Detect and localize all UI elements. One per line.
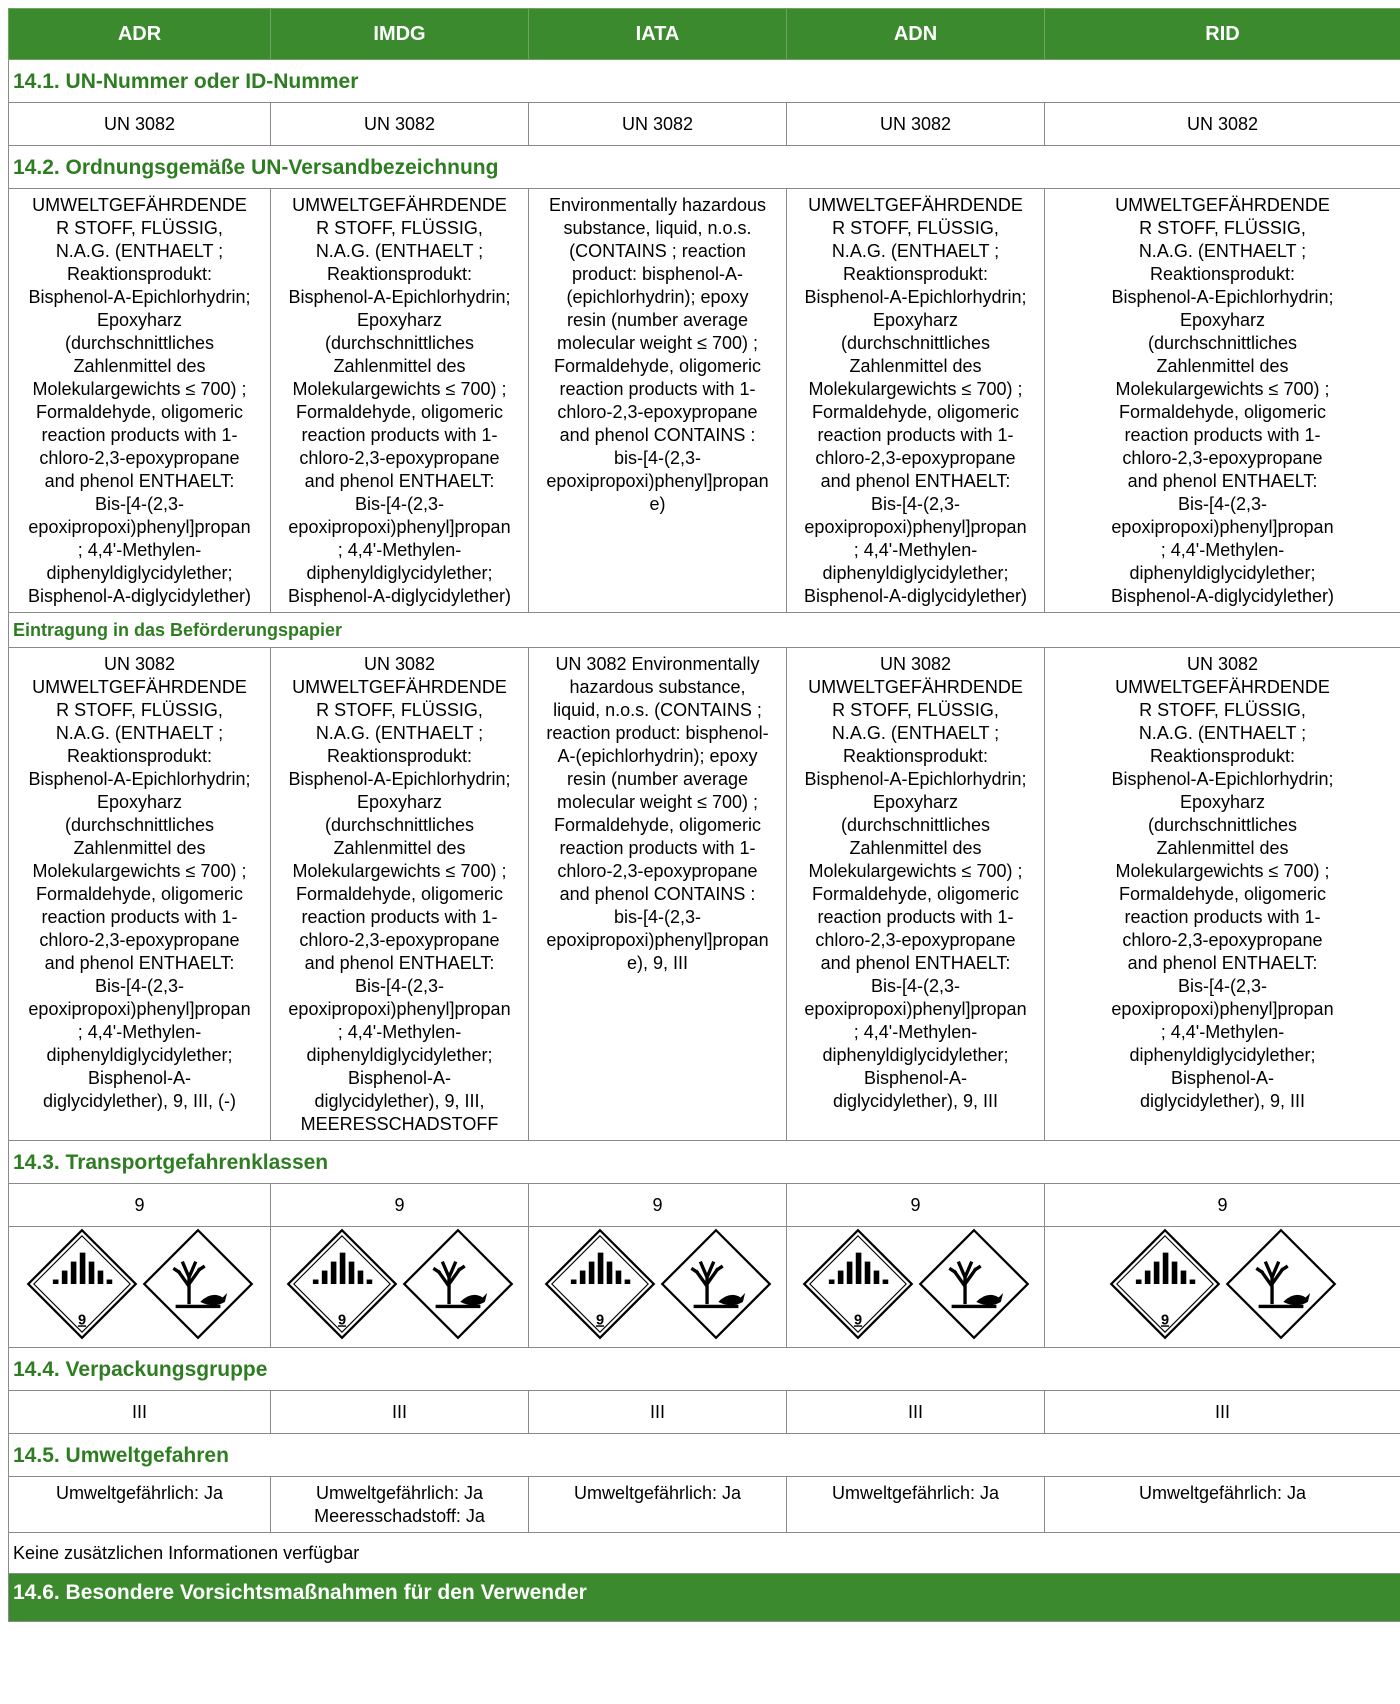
text-line: Molekulargewichts ≤ 700) ; <box>1115 861 1330 881</box>
un-number-row <box>9 103 1400 146</box>
text-line: Bisphenol-A-diglycidylether) <box>27 586 252 606</box>
text-line: diglycidylether), 9, III <box>832 1091 999 1111</box>
text-line: Formaldehyde, oligomeric <box>35 402 244 422</box>
text-line: N.A.G. (ENTHAELT ; <box>55 723 224 743</box>
info-note: Keine zusätzlichen Informationen verfügbar <box>9 1533 1400 1574</box>
text-line: Zahlenmittel des <box>73 356 206 376</box>
text-line: Bis-[4-(2,3- <box>94 494 184 514</box>
text-line: diglycidylether), 9, III, (-) <box>42 1091 237 1111</box>
text-line: Bisphenol-A-Epichlorhydrin; <box>28 769 251 789</box>
text-line: A-(epichlorhydrin); epoxy <box>557 746 758 766</box>
text-line: resin (number average <box>566 310 749 330</box>
text-line: chloro-2,3-epoxypropane <box>557 402 758 422</box>
text-line: reaction products with 1- <box>817 907 1014 927</box>
text-line: Zahlenmittel des <box>849 838 982 858</box>
section-title: 14.3. Transportgefahrenklassen <box>9 1141 1400 1184</box>
text-line: epoxipropoxi)phenyl]propan <box>546 930 769 950</box>
text-line: e), 9, III <box>626 953 689 973</box>
text-line: chloro-2,3-epoxypropane <box>299 930 500 950</box>
text-line: epoxipropoxi)phenyl]propan <box>1111 999 1334 1019</box>
text-line: (durchschnittliches <box>324 333 475 353</box>
text-line: Reaktionsprodukt: <box>842 264 989 284</box>
placard-cell <box>529 1227 787 1348</box>
column-header: RID <box>1045 9 1400 60</box>
text-line: chloro-2,3-epoxypropane <box>557 861 758 881</box>
text-line: Epoxyharz <box>96 310 183 330</box>
table-cell: 9 <box>1045 1184 1400 1227</box>
table-cell <box>271 1477 529 1533</box>
text-line: UN 3082 <box>363 654 436 674</box>
table-cell <box>9 189 271 613</box>
section-title: 14.2. Ordnungsgemäße UN-Versandbezeichnung <box>9 146 1400 189</box>
text-line: Bisphenol-A-diglycidylether) <box>1110 586 1335 606</box>
placard-cell <box>9 1227 271 1348</box>
table-cell: UN 3082 <box>1045 103 1400 146</box>
text-line: N.A.G. (ENTHAELT ; <box>831 723 1000 743</box>
text-line: ; 4,4'-Methylen- <box>1160 1022 1285 1042</box>
text-line: Zahlenmittel des <box>333 356 466 376</box>
text-line: epoxipropoxi)phenyl]propan <box>804 517 1027 537</box>
text-line: Environmentally hazardous <box>548 195 767 215</box>
environmental-hazard-icon <box>1225 1228 1337 1340</box>
text-line: Molekulargewichts ≤ 700) ; <box>292 861 507 881</box>
placard-cell <box>271 1227 529 1348</box>
text-line: Epoxyharz <box>96 792 183 812</box>
text-line: UMWELTGEFÄHRDENDE <box>292 677 507 697</box>
text-line: chloro-2,3-epoxypropane <box>1122 930 1323 950</box>
text-line: resin (number average <box>566 769 749 789</box>
text-line: N.A.G. (ENTHAELT ; <box>1138 723 1307 743</box>
text-line: Umweltgefährlich: Ja <box>315 1483 484 1503</box>
table-cell <box>9 1477 271 1533</box>
text-line: chloro-2,3-epoxypropane <box>815 448 1016 468</box>
text-line: Epoxyharz <box>356 792 443 812</box>
text-line: (durchschnittliches <box>64 815 215 835</box>
svg-text:9: 9 <box>1160 1312 1169 1329</box>
text-line: Epoxyharz <box>356 310 443 330</box>
text-line: and phenol ENTHAELT: <box>820 471 1011 491</box>
text-line: UMWELTGEFÄHRDENDE <box>1115 677 1330 697</box>
text-line: Bisphenol-A- <box>1170 1068 1275 1088</box>
text-line: (durchschnittliches <box>1147 333 1298 353</box>
svg-text:9: 9 <box>337 1312 346 1329</box>
text-line: liquid, n.o.s. (CONTAINS ; <box>553 700 762 720</box>
text-line: epoxipropoxi)phenyl]propan <box>288 517 511 537</box>
text-line: (durchschnittliches <box>840 333 991 353</box>
text-line: Epoxyharz <box>1179 792 1266 812</box>
text-line: diphenyldiglycidylether; <box>306 1045 493 1065</box>
svg-text:9: 9 <box>853 1312 862 1329</box>
text-line: Zahlenmittel des <box>1156 356 1289 376</box>
text-line: reaction product: bisphenol- <box>546 723 769 743</box>
text-line: UMWELTGEFÄHRDENDE <box>1115 195 1330 215</box>
class-9-placard-icon <box>26 1228 138 1340</box>
text-line: ; 4,4'-Methylen- <box>853 540 978 560</box>
text-line: UN 3082 <box>103 654 176 674</box>
table-cell: UN 3082 <box>787 103 1045 146</box>
table-cell: UN 3082 <box>271 103 529 146</box>
text-line: Umweltgefährlich: Ja <box>831 1483 1000 1503</box>
section-special-precautions <box>9 1574 1400 1622</box>
text-line: Reaktionsprodukt: <box>326 746 473 766</box>
text-line: reaction products with 1- <box>301 425 498 445</box>
text-line: e) <box>649 494 666 514</box>
text-line: epoxipropoxi)phenyl]propan <box>804 999 1027 1019</box>
text-line: chloro-2,3-epoxypropane <box>815 930 1016 950</box>
table-cell <box>9 648 271 1141</box>
text-line: diglycidylether), 9, III <box>1139 1091 1306 1111</box>
text-line: ; 4,4'-Methylen- <box>853 1022 978 1042</box>
section-title: 14.5. Umweltgefahren <box>9 1434 1400 1477</box>
table-cell: III <box>529 1391 787 1434</box>
text-line: hazardous substance, <box>569 677 746 697</box>
table-cell: III <box>271 1391 529 1434</box>
text-line: N.A.G. (ENTHAELT ; <box>831 241 1000 261</box>
text-line: diphenyldiglycidylether; <box>1129 563 1316 583</box>
text-line: diphenyldiglycidylether; <box>1129 1045 1316 1065</box>
text-line: Bisphenol-A-diglycidylether) <box>287 586 512 606</box>
shipping-name-row <box>9 189 1400 613</box>
table-cell <box>529 648 787 1141</box>
placard-group <box>544 1228 772 1340</box>
text-line: Bisphenol-A-Epichlorhydrin; <box>804 769 1027 789</box>
text-line: UMWELTGEFÄHRDENDE <box>292 195 507 215</box>
text-line: epoxipropoxi)phenyl]propan <box>1111 517 1334 537</box>
section-un-number <box>9 60 1400 103</box>
text-line: and phenol ENTHAELT: <box>44 471 235 491</box>
text-line: Bis-[4-(2,3- <box>870 976 960 996</box>
hazard-class-row <box>9 1184 1400 1227</box>
text-line: R STOFF, FLÜSSIG, <box>1139 218 1306 238</box>
environmental-hazard-icon <box>660 1228 772 1340</box>
text-line: ; 4,4'-Methylen- <box>77 1022 202 1042</box>
table-cell: III <box>9 1391 271 1434</box>
text-line: Molekulargewichts ≤ 700) ; <box>808 861 1023 881</box>
text-line: Formaldehyde, oligomeric <box>553 815 762 835</box>
text-line: and phenol CONTAINS : <box>559 884 756 904</box>
text-line: Bisphenol-A-Epichlorhydrin; <box>288 769 511 789</box>
table-cell: 9 <box>787 1184 1045 1227</box>
text-line: Formaldehyde, oligomeric <box>35 884 244 904</box>
text-line: molecular weight ≤ 700) ; <box>557 333 758 353</box>
svg-text:9: 9 <box>595 1312 604 1329</box>
placard-group <box>802 1228 1030 1340</box>
text-line: Umweltgefährlich: Ja <box>1138 1483 1307 1503</box>
placard-cell <box>1045 1227 1400 1348</box>
text-line: Reaktionsprodukt: <box>326 264 473 284</box>
text-line: reaction products with 1- <box>41 907 238 927</box>
text-line: reaction products with 1- <box>301 907 498 927</box>
table-cell: III <box>787 1391 1045 1434</box>
text-line: (epichlorhydrin); epoxy <box>566 287 749 307</box>
text-line: reaction products with 1- <box>41 425 238 445</box>
text-line: Umweltgefährlich: Ja <box>55 1483 224 1503</box>
text-line: Formaldehyde, oligomeric <box>811 884 1020 904</box>
text-line: Zahlenmittel des <box>849 356 982 376</box>
placard-group <box>286 1228 514 1340</box>
class-9-placard-icon <box>544 1228 656 1340</box>
text-line: Bis-[4-(2,3- <box>1177 494 1267 514</box>
text-line: R STOFF, FLÜSSIG, <box>832 218 999 238</box>
text-line: Formaldehyde, oligomeric <box>295 884 504 904</box>
text-line: R STOFF, FLÜSSIG, <box>56 218 223 238</box>
text-line: Zahlenmittel des <box>1156 838 1289 858</box>
table-cell: 9 <box>271 1184 529 1227</box>
text-line: UMWELTGEFÄHRDENDE <box>808 195 1023 215</box>
table-cell: UN 3082 <box>9 103 271 146</box>
text-line: Molekulargewichts ≤ 700) ; <box>1115 379 1330 399</box>
text-line: MEERESSCHADSTOFF <box>300 1114 499 1134</box>
table-cell <box>787 189 1045 613</box>
text-line: and phenol ENTHAELT: <box>820 953 1011 973</box>
text-line: Epoxyharz <box>872 310 959 330</box>
text-line: bis-[4-(2,3- <box>613 448 702 468</box>
text-line: Umweltgefährlich: Ja <box>573 1483 742 1503</box>
text-line: diphenyldiglycidylether; <box>46 1045 233 1065</box>
text-line: R STOFF, FLÜSSIG, <box>56 700 223 720</box>
text-line: Bis-[4-(2,3- <box>94 976 184 996</box>
text-line: (durchschnittliches <box>1147 815 1298 835</box>
text-line: Bisphenol-A-diglycidylether) <box>803 586 1028 606</box>
text-line: and phenol ENTHAELT: <box>44 953 235 973</box>
column-header: IATA <box>529 9 787 60</box>
text-line: epoxipropoxi)phenyl]propan <box>28 517 251 537</box>
text-line: chloro-2,3-epoxypropane <box>39 448 240 468</box>
text-line: epoxipropoxi)phenyl]propan <box>28 999 251 1019</box>
text-line: molecular weight ≤ 700) ; <box>557 792 758 812</box>
text-line: Formaldehyde, oligomeric <box>1118 884 1327 904</box>
text-line: Reaktionsprodukt: <box>1149 264 1296 284</box>
text-line: reaction products with 1- <box>559 838 756 858</box>
text-line: Molekulargewichts ≤ 700) ; <box>808 379 1023 399</box>
placard-group <box>1109 1228 1337 1340</box>
table-cell <box>1045 1477 1400 1533</box>
table-cell <box>1045 648 1400 1141</box>
table-cell <box>271 648 529 1141</box>
text-line: substance, liquid, n.o.s. <box>563 218 752 238</box>
text-line: Epoxyharz <box>872 792 959 812</box>
text-line: product: bisphenol-A- <box>571 264 744 284</box>
text-line: Zahlenmittel des <box>333 838 466 858</box>
text-line: R STOFF, FLÜSSIG, <box>316 218 483 238</box>
section-hazard-class <box>9 1141 1400 1184</box>
text-line: Bis-[4-(2,3- <box>870 494 960 514</box>
table-cell <box>529 189 787 613</box>
text-line: ; 4,4'-Methylen- <box>337 1022 462 1042</box>
note-row <box>9 1533 1400 1574</box>
text-line: Bisphenol-A-Epichlorhydrin; <box>1111 287 1334 307</box>
text-line: R STOFF, FLÜSSIG, <box>1139 700 1306 720</box>
placard-cell <box>787 1227 1045 1348</box>
class-9-placard-icon <box>286 1228 398 1340</box>
text-line: chloro-2,3-epoxypropane <box>1122 448 1323 468</box>
text-line: diphenyldiglycidylether; <box>822 563 1009 583</box>
text-line: UMWELTGEFÄHRDENDE <box>32 677 247 697</box>
table-cell <box>271 189 529 613</box>
text-line: reaction products with 1- <box>817 425 1014 445</box>
text-line: chloro-2,3-epoxypropane <box>299 448 500 468</box>
text-line: Bisphenol-A-Epichlorhydrin; <box>288 287 511 307</box>
environmental-row <box>9 1477 1400 1533</box>
text-line: Bis-[4-(2,3- <box>354 494 444 514</box>
text-line: Bisphenol-A- <box>863 1068 968 1088</box>
section-title: 14.1. UN-Nummer oder ID-Nummer <box>9 60 1400 103</box>
text-line: Bisphenol-A- <box>87 1068 192 1088</box>
text-line: Epoxyharz <box>1179 310 1266 330</box>
class-9-placard-icon <box>802 1228 914 1340</box>
text-line: Molekulargewichts ≤ 700) ; <box>32 379 247 399</box>
environmental-hazard-icon <box>918 1228 1030 1340</box>
header-row <box>9 9 1400 60</box>
transport-document-row <box>9 648 1400 1141</box>
text-line: UMWELTGEFÄHRDENDE <box>808 677 1023 697</box>
environmental-hazard-icon <box>402 1228 514 1340</box>
text-line: epoxipropoxi)phenyl]propan <box>546 471 769 491</box>
text-line: N.A.G. (ENTHAELT ; <box>55 241 224 261</box>
text-line: Bisphenol-A- <box>347 1068 452 1088</box>
text-line: ; 4,4'-Methylen- <box>77 540 202 560</box>
table-cell <box>1045 189 1400 613</box>
placard-group <box>26 1228 254 1340</box>
transport-info-table <box>8 8 1400 1622</box>
text-line: (durchschnittliches <box>324 815 475 835</box>
table-cell: UN 3082 <box>529 103 787 146</box>
section-title: 14.4. Verpackungsgruppe <box>9 1348 1400 1391</box>
text-line: Reaktionsprodukt: <box>66 746 213 766</box>
text-line: Molekulargewichts ≤ 700) ; <box>32 861 247 881</box>
text-line: (durchschnittliches <box>840 815 991 835</box>
text-line: diglycidylether), 9, III, <box>314 1091 485 1111</box>
text-line: UMWELTGEFÄHRDENDE <box>32 195 247 215</box>
class-9-placard-icon <box>1109 1228 1221 1340</box>
text-line: N.A.G. (ENTHAELT ; <box>315 723 484 743</box>
text-line: Reaktionsprodukt: <box>842 746 989 766</box>
text-line: reaction products with 1- <box>1124 425 1321 445</box>
text-line: Meeresschadstoff: Ja <box>314 1506 485 1526</box>
svg-text:9: 9 <box>77 1312 86 1329</box>
environmental-hazard-icon <box>142 1228 254 1340</box>
text-line: Bis-[4-(2,3- <box>1177 976 1267 996</box>
text-line: and phenol ENTHAELT: <box>1127 953 1318 973</box>
table-cell: 9 <box>529 1184 787 1227</box>
text-line: (CONTAINS ; reaction <box>569 241 746 261</box>
text-line: UN 3082 Environmentally <box>555 654 760 674</box>
text-line: Formaldehyde, oligomeric <box>1118 402 1327 422</box>
text-line: chloro-2,3-epoxypropane <box>39 930 240 950</box>
text-line: ; 4,4'-Methylen- <box>1160 540 1285 560</box>
text-line: Reaktionsprodukt: <box>66 264 213 284</box>
text-line: bis-[4-(2,3- <box>613 907 702 927</box>
table-cell <box>787 1477 1045 1533</box>
text-line: Formaldehyde, oligomeric <box>811 402 1020 422</box>
column-header: IMDG <box>271 9 529 60</box>
text-line: Bisphenol-A-Epichlorhydrin; <box>1111 769 1334 789</box>
text-line: diphenyldiglycidylether; <box>306 563 493 583</box>
text-line: Bis-[4-(2,3- <box>354 976 444 996</box>
text-line: UN 3082 <box>879 654 952 674</box>
text-line: (durchschnittliches <box>64 333 215 353</box>
section-transport-document <box>9 613 1400 648</box>
text-line: Bisphenol-A-Epichlorhydrin; <box>804 287 1027 307</box>
text-line: Molekulargewichts ≤ 700) ; <box>292 379 507 399</box>
section-shipping-name <box>9 146 1400 189</box>
text-line: diphenyldiglycidylether; <box>46 563 233 583</box>
table-cell: 9 <box>9 1184 271 1227</box>
column-header: ADR <box>9 9 271 60</box>
text-line: and phenol ENTHAELT: <box>1127 471 1318 491</box>
text-line: diphenyldiglycidylether; <box>822 1045 1009 1065</box>
section-environmental <box>9 1434 1400 1477</box>
text-line: ; 4,4'-Methylen- <box>337 540 462 560</box>
text-line: and phenol ENTHAELT: <box>304 953 495 973</box>
text-line: R STOFF, FLÜSSIG, <box>832 700 999 720</box>
table-cell <box>529 1477 787 1533</box>
text-line: and phenol ENTHAELT: <box>304 471 495 491</box>
text-line: R STOFF, FLÜSSIG, <box>316 700 483 720</box>
text-line: reaction products with 1- <box>559 379 756 399</box>
table-cell <box>787 648 1045 1141</box>
text-line: reaction products with 1- <box>1124 907 1321 927</box>
text-line: N.A.G. (ENTHAELT ; <box>1138 241 1307 261</box>
text-line: Bisphenol-A-Epichlorhydrin; <box>28 287 251 307</box>
text-line: Formaldehyde, oligomeric <box>295 402 504 422</box>
column-header: ADN <box>787 9 1045 60</box>
packing-group-row <box>9 1391 1400 1434</box>
placard-row <box>9 1227 1400 1348</box>
section-title: 14.6. Besondere Vorsichtsmaßnahmen für den Verwender <box>9 1574 1400 1622</box>
text-line: epoxipropoxi)phenyl]propan <box>288 999 511 1019</box>
section-title: Eintragung in das Beförderungspapier <box>9 613 1400 648</box>
table-cell: III <box>1045 1391 1400 1434</box>
text-line: UN 3082 <box>1186 654 1259 674</box>
text-line: N.A.G. (ENTHAELT ; <box>315 241 484 261</box>
text-line: Zahlenmittel des <box>73 838 206 858</box>
text-line: and phenol CONTAINS : <box>559 425 756 445</box>
text-line: Formaldehyde, oligomeric <box>553 356 762 376</box>
section-packing-group <box>9 1348 1400 1391</box>
text-line: Reaktionsprodukt: <box>1149 746 1296 766</box>
